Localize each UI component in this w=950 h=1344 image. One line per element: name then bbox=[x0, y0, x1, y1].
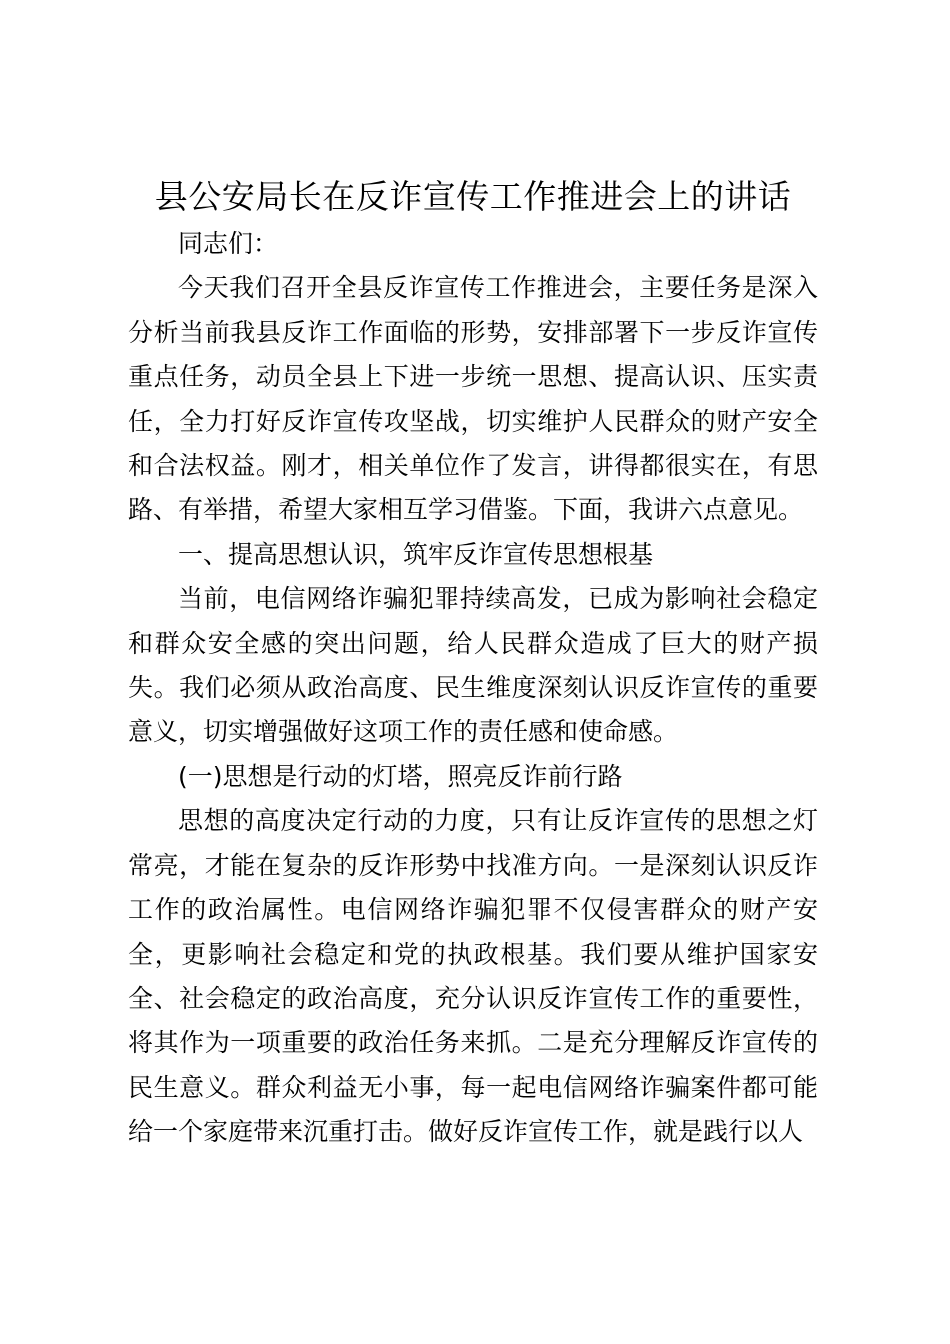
document-page bbox=[128, 172, 818, 1155]
subsection-heading-1-1: (一)思想是行动的灯塔，照亮反诈前行路 bbox=[178, 761, 623, 791]
section-1-paragraph: 当前，电信网络诈骗犯罪持续高发，已成为影响社会稳定和群众安全感的突出问题，给人民群众造成了巨大的财产损失。我们必须从政治高度、民生维度深刻认识反诈宣传的重要意义，切实增强做好这项工作的责任感和使命感。 bbox=[128, 584, 818, 747]
document-title: 县公安局长在反诈宣传工作推进会上的讲话 bbox=[154, 177, 792, 216]
subsection-1-1-paragraph: 思想的高度决定行动的力度，只有让反诈宣传的思想之灯常亮，才能在复杂的反诈形势中找准方向。一是深刻认识反诈工作的政治属性。电信网络诈骗犯罪不仅侵害群众的财产安全，更影响社会稳定和党的执政根基。我们要从维护国家安全、社会稳定的政治高度，充分认识反诈宣传工作的重要性，将其作为一项重要的政治任务来抓。二是充分理解反诈宣传的民生意义。群众利益无小事，每一起电信网络诈骗案件都可能给一个家庭带来沉重打击。做好反诈宣传工作，就是践行以人 bbox=[128, 806, 818, 1147]
section-heading-1: 一、提高思想认识，筑牢反诈宣传思想根基 bbox=[178, 539, 654, 569]
salutation: 同志们： bbox=[178, 229, 279, 258]
intro-paragraph: 今天我们召开全县反诈宣传工作推进会，主要任务是深入分析当前我县反诈工作面临的形势，安排部署下一步反诈宣传重点任务，动员全县上下进一步统一思想、提高认识、压实责任，全力打好反诈宣传攻坚战，切实维护人民群众的财产安全和合法权益。刚才，相关单位作了发言，讲得都很实在，有思路、有举措，希望大家相互学习借鉴。下面，我讲六点意见。 bbox=[128, 273, 818, 525]
